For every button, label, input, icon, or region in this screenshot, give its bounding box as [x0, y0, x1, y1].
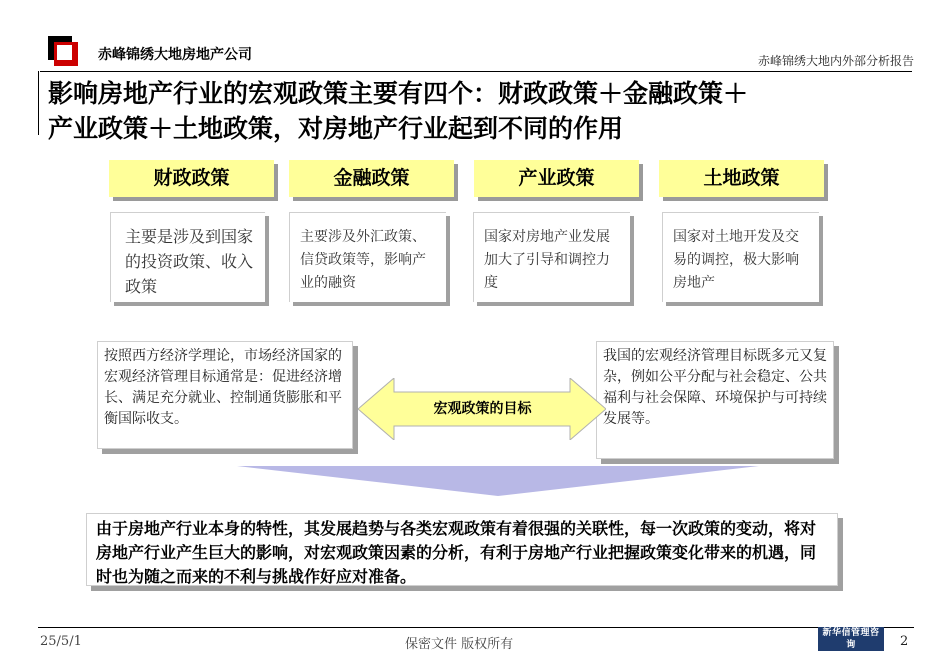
policy-desc-financial: 主要涉及外汇政策、信贷政策等，影响产业的融资 — [289, 212, 446, 302]
slide-title-line-2: 产业政策＋土地政策，对房地产行业起到不同的作用 — [48, 114, 624, 143]
company-logo-icon — [48, 36, 78, 66]
page-number: 2 — [900, 634, 909, 649]
western-goals-text: 按照西方经济学理论，市场经济国家的宏观经济管理目标通常是：促进经济增长、满足充分就业、控制通货膨胀和平衡国际收支。 — [97, 341, 353, 449]
slide-title — [48, 76, 908, 146]
sinotrust-logo-cn: 新华信管理咨询 — [822, 628, 880, 650]
down-triangle-icon — [237, 466, 759, 496]
footer-divider — [38, 627, 914, 628]
sinotrust-logo-en: SINOTRUST — [824, 652, 878, 660]
report-title: 赤峰锦绣大地内外部分析报告 — [757, 54, 914, 68]
policy-box-land: 土地政策 — [659, 160, 824, 197]
sinotrust-logo — [818, 627, 884, 660]
conclusion-text: 由于房地产行业本身的特性，其发展趋势与各类宏观政策有着很强的关联性，每一次政策的变动，将对房地产行业产生巨大的影响，对宏观政策因素的分析，有利于房地产行业把握政策变化带来的机遇，同时也为随之而来的不利与挑战作好应对准备。 — [86, 513, 838, 586]
policy-box-fiscal: 财政政策 — [109, 160, 274, 197]
footer-confidential: 保密文件 版权所有 — [405, 637, 514, 652]
policy-box-financial: 金融政策 — [289, 160, 454, 197]
footer-date: 25/5/1 — [40, 634, 82, 649]
policy-box-industrial: 产业政策 — [474, 160, 639, 197]
policy-desc-land: 国家对土地开发及交易的调控，极大影响房地产 — [662, 212, 819, 302]
china-goals-text: 我国的宏观经济管理目标既多元又复杂，例如公平分配与社会稳定、公共福利与社会保障、环境保护与可持续发展等。 — [596, 341, 834, 459]
title-accent-line — [38, 71, 39, 135]
policy-desc-fiscal: 主要是涉及到国家的投资政策、收入政策 — [110, 212, 265, 302]
company-name: 赤峰锦绣大地房地产公司 — [98, 47, 252, 63]
arrow-label: 宏观政策的目标 — [433, 401, 532, 417]
header-divider — [40, 71, 912, 72]
policy-desc-industrial: 国家对房地产业发展加大了引导和调控力度 — [473, 212, 630, 302]
slide-title-line-1: 影响房地产行业的宏观政策主要有四个：财政政策＋金融政策＋ — [48, 79, 749, 108]
